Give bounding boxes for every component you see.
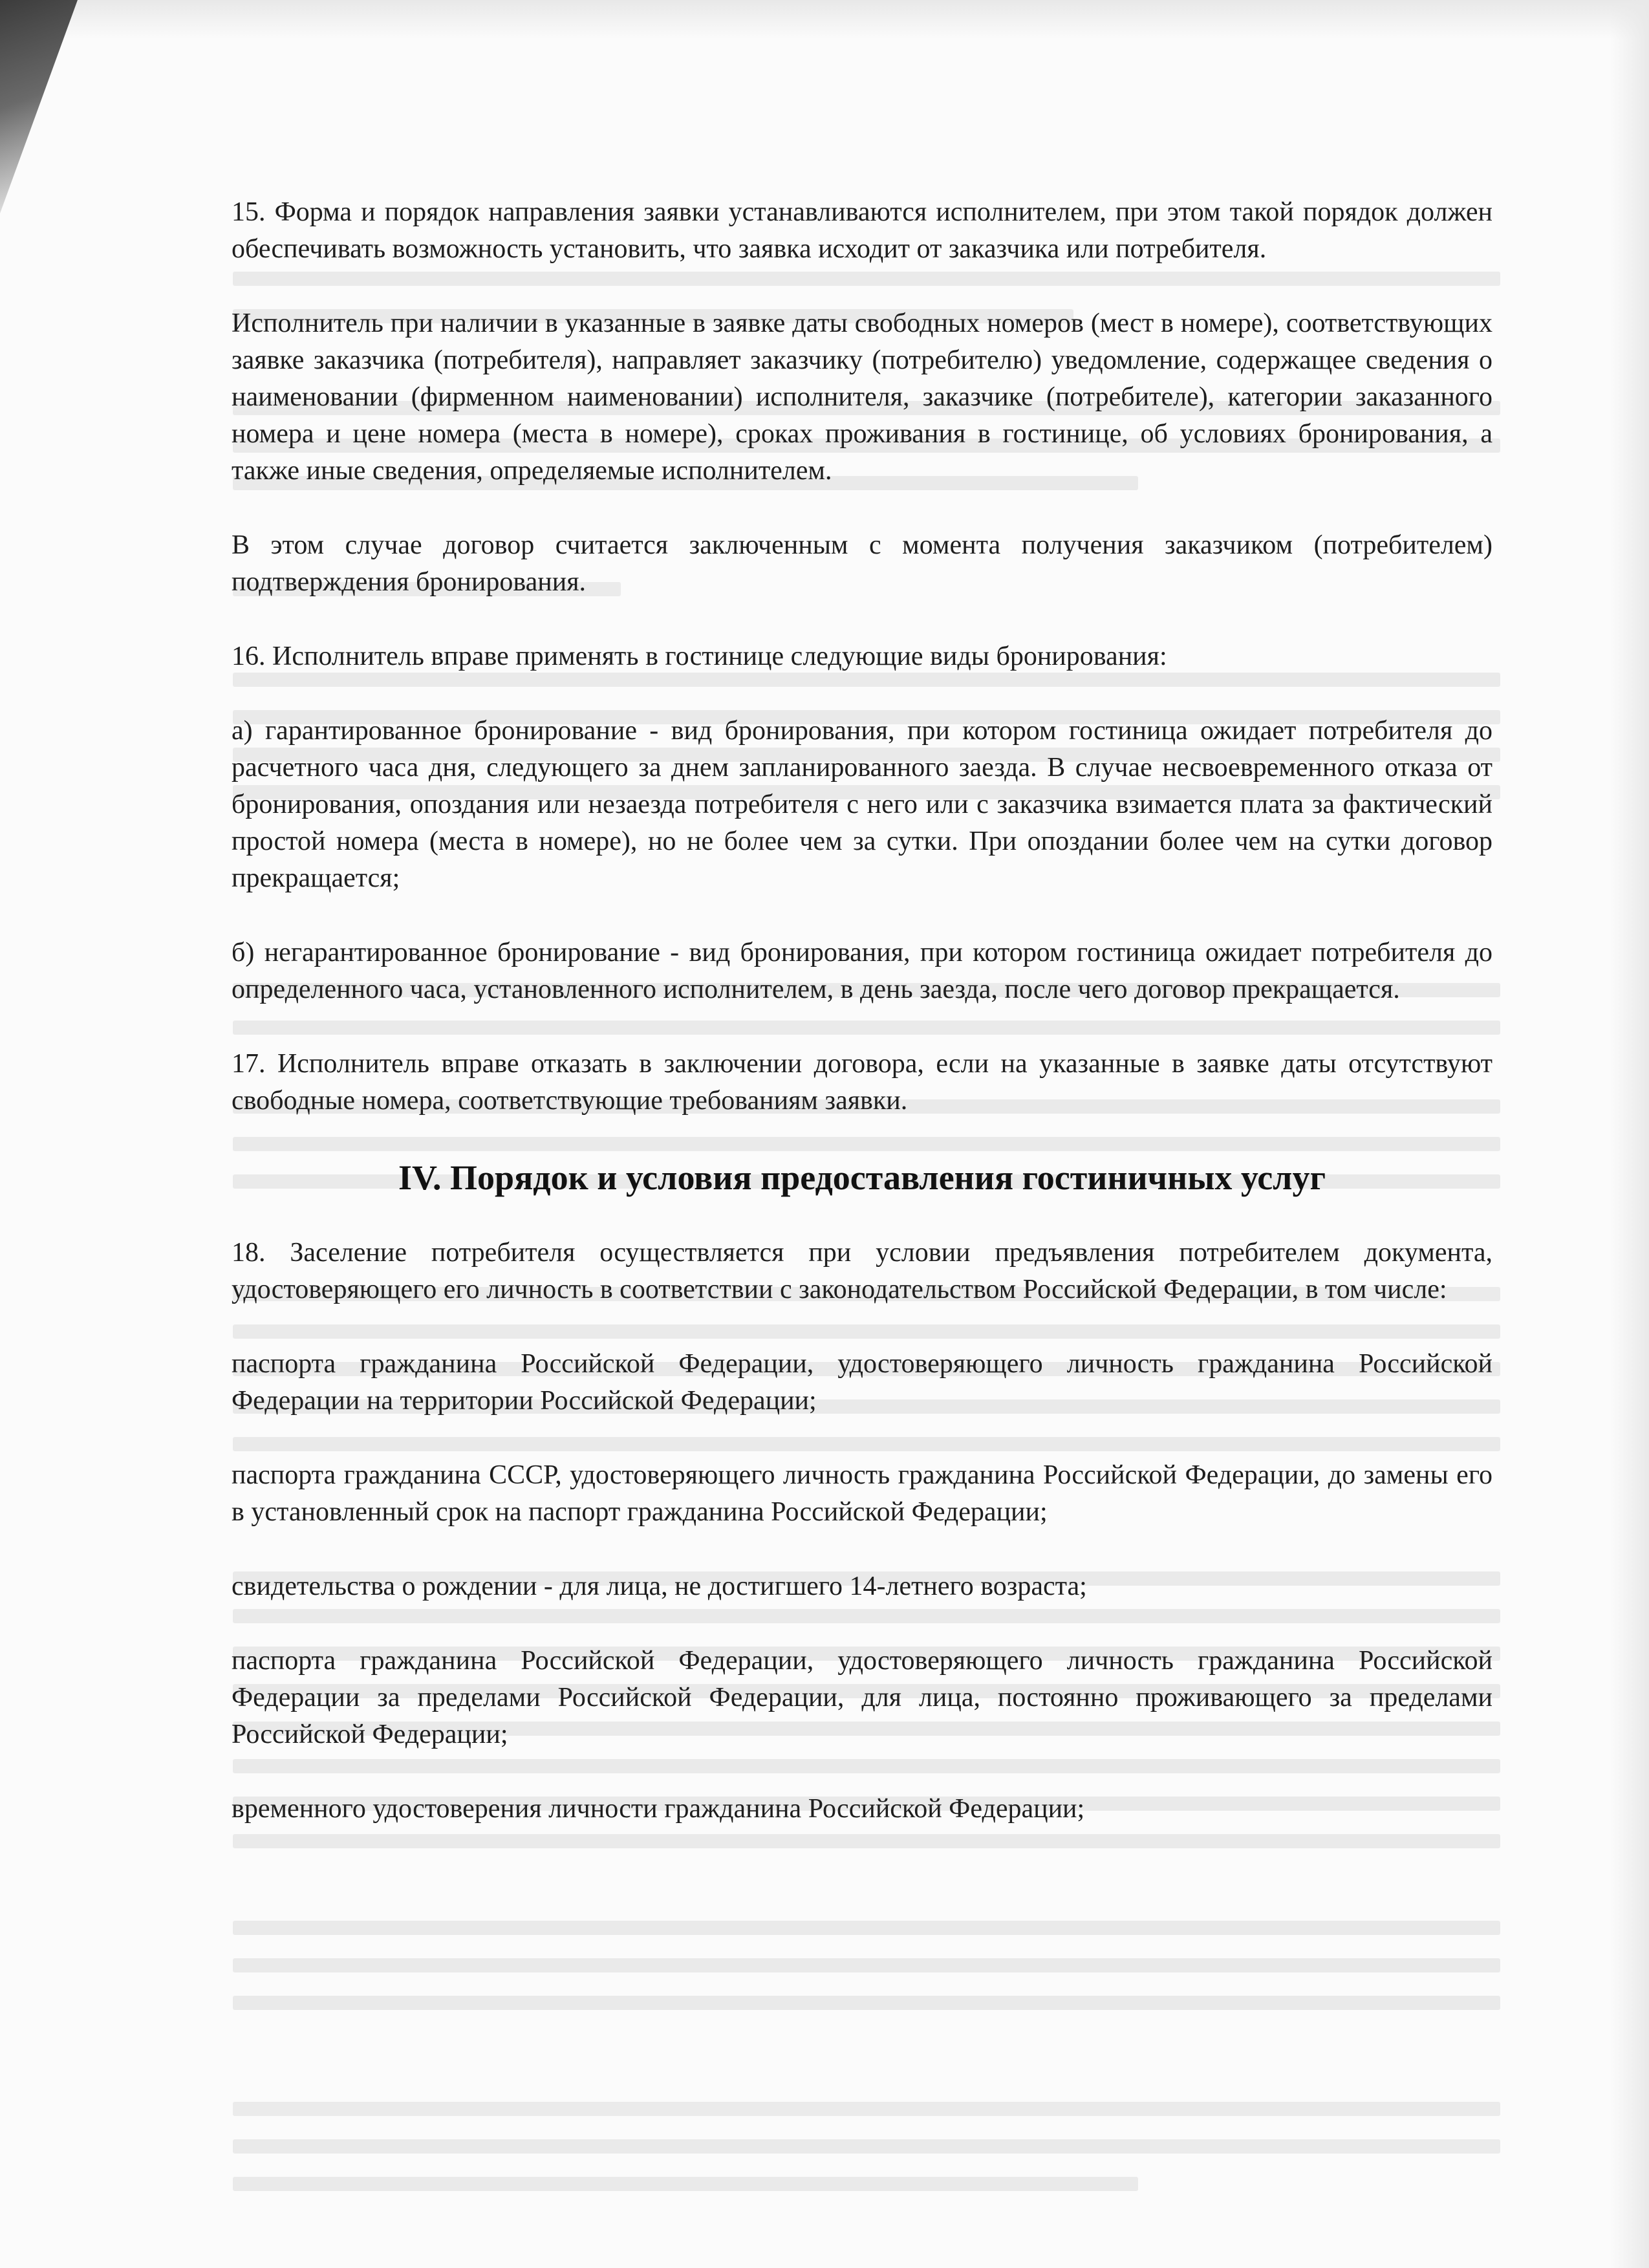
list-item-foreign-passport: паспорта гражданина Российской Федерации, удостоверяющего личность гражданина Российской Федерации за пределами Российской Федерации, для лица, постоянно проживающего за пределами Российской Федерации; xyxy=(232,1646,1493,1749)
list-item-temporary-id: временного удостоверения личности гражданина Российской Федерации; xyxy=(232,1794,1085,1824)
paragraph-16: 16. Исполнитель вправе применять в гостинице следующие виды бронирования: xyxy=(232,642,1167,671)
section-heading: IV. Порядок и условия предоставления гостиничных услуг xyxy=(398,1158,1326,1197)
paragraph-contract-concluded: В этом случае договор считается заключенным с момента получения заказчиком (потребителем) подтверждения бронирования. xyxy=(232,530,1493,597)
paragraph-15: 15. Форма и порядок направления заявки устанавливаются исполнителем, при этом такой порядок должен обеспечивать возможность установить, что заявка исходит от заказчика или потребителя. xyxy=(232,197,1493,264)
folded-corner-shadow xyxy=(0,0,78,213)
paragraph-guaranteed-booking: а) гарантированное бронирование - вид бронирования, при котором гостиница ожидает потребителя до расчетного часа дня, следующего за днем запланированного заезда. В случае несвоевременного отказа от бронирования, опоздания или незаезда потребителя с него или с заказчика взимается плата за фактический простой номера (места в номере), но не более чем за сутки. При опоздании более чем на сутки договор прекращается; xyxy=(232,716,1493,893)
paragraph-18: 18. Заселение потребителя осуществляется при условии предъявления потребителем документа, удостоверяющего его личность в соответствии с законодательством Российской Федерации, в том числе: xyxy=(232,1238,1493,1304)
list-item-ussr-passport: паспорта гражданина СССР, удостоверяющего личность гражданина Российской Федерации, до замены его в установленный срок на паспорт гражданина Российской Федерации; xyxy=(232,1460,1493,1527)
list-item-birth-certificate: свидетельства о рождении - для лица, не достигшего 14-летнего возраста; xyxy=(232,1571,1087,1601)
document-body xyxy=(232,194,1493,1865)
scan-right-edge xyxy=(1610,0,1649,2268)
paragraph-confirmation-notice: Исполнитель при наличии в указанные в заявке даты свободных номеров (мест в номере), соответствующих заявке заказчика (потребителя), направляет заказчику (потребителю) уведомление, содержащее сведения о наименовании (фирменном наименовании) исполнителя, заказчике (потребителе), категории заказанного номера и цене номера (места в номере), сроках проживания в гостинице, об условиях бронирования, а также иные сведения, определяемые исполнителем. xyxy=(232,308,1493,486)
paragraph-17: 17. Исполнитель вправе отказать в заключении договора, если на указанные в заявке даты отсутствуют свободные номера, соответствующие требованиям заявки. xyxy=(232,1049,1493,1116)
scan-top-edge xyxy=(0,0,1649,39)
paragraph-non-guaranteed-booking: б) негарантированное бронирование - вид бронирования, при котором гостиница ожидает потребителя до определенного часа, установленного исполнителем, в день заезда, после чего договор прекращается. xyxy=(232,938,1493,1004)
list-item-rf-passport: паспорта гражданина Российской Федерации, удостоверяющего личность гражданина Российской Федерации на территории Российской Федерации; xyxy=(232,1349,1493,1416)
